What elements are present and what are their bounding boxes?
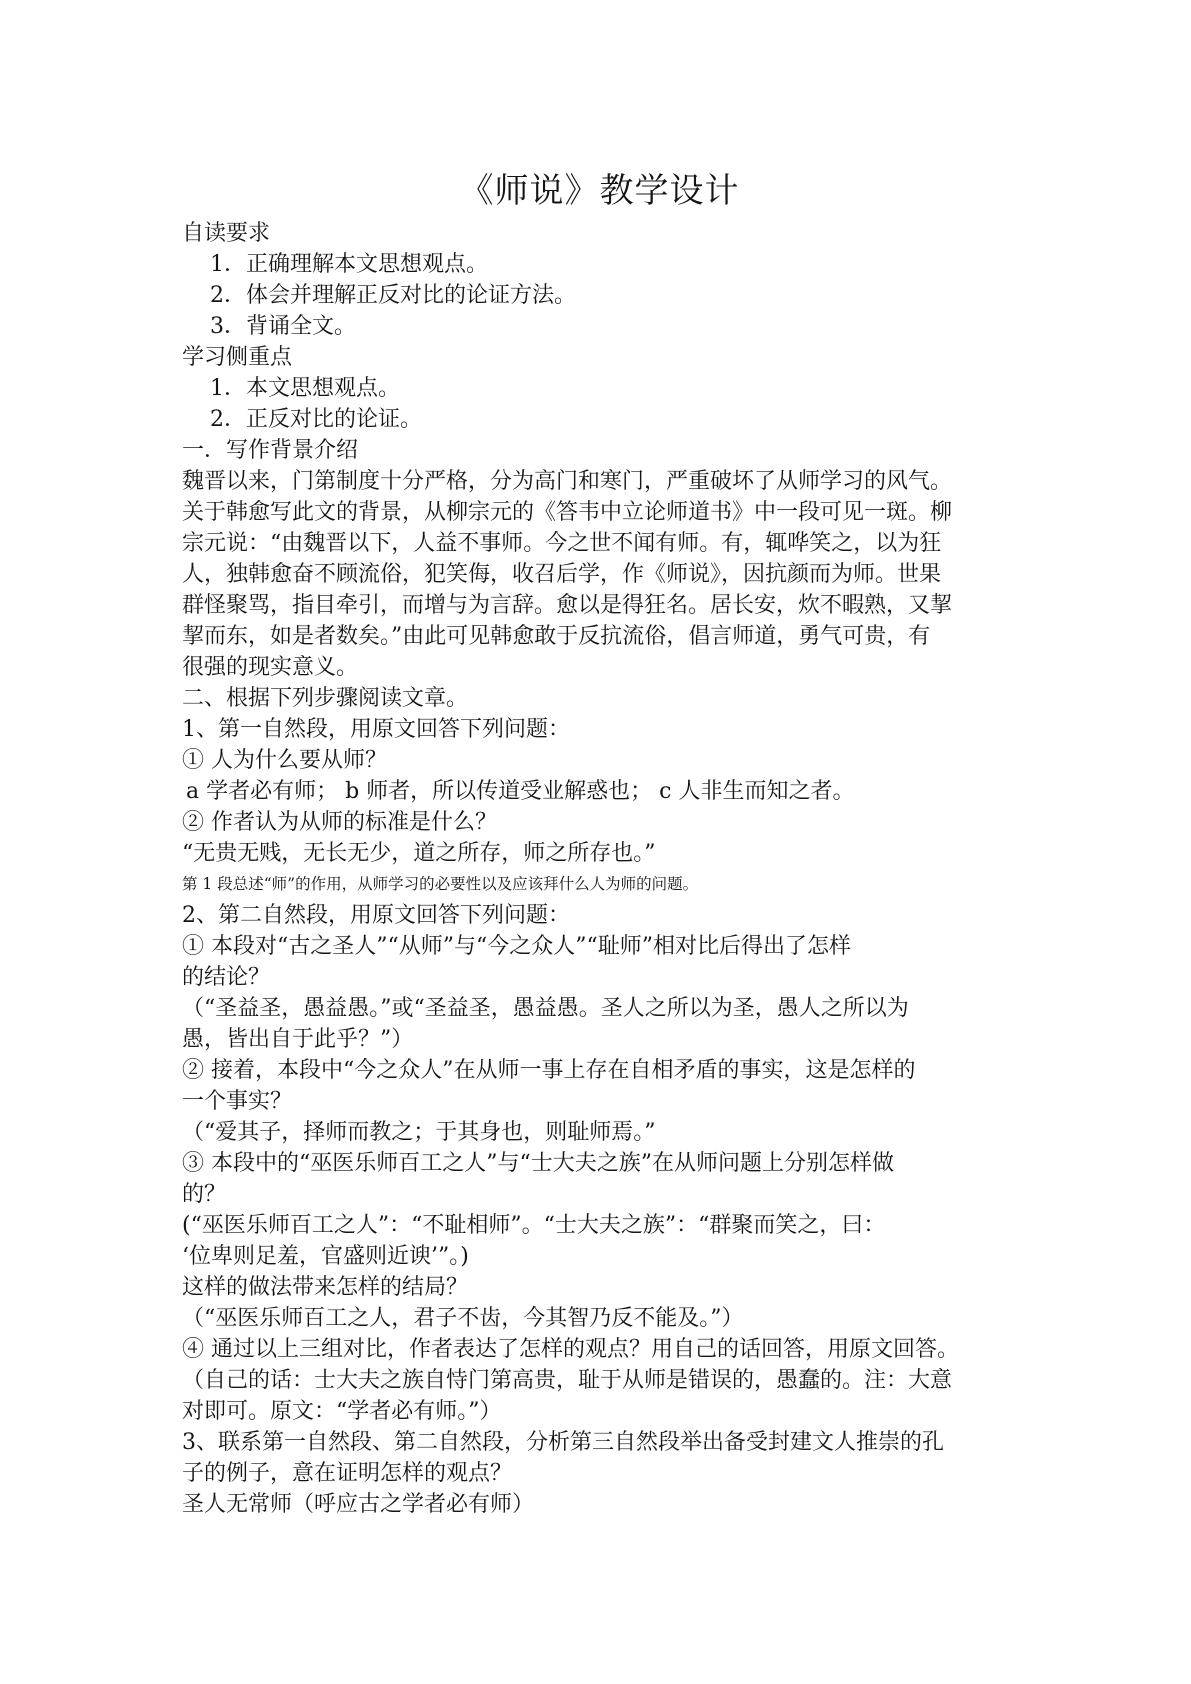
text-line: 第 1 段总述“师”的作用，从师学习的必要性以及应该拜什么人为师的问题。 — [182, 875, 699, 893]
text-line: 子的例子，意在证明怎样的观点？ — [182, 1461, 513, 1486]
text-line: ② 作者认为从师的标准是什么？ — [182, 810, 497, 835]
text-line: 关于韩愈写此文的背景，从柳宗元的《答韦中立论师道书》中一段可见一斑。柳 — [182, 500, 953, 525]
text-line: 学习侧重点 — [182, 345, 293, 370]
text-line: 圣人无常师（呼应古之学者必有师） — [182, 1492, 535, 1517]
text-line: (“巫医乐师百工之人”：“不耻相师”。“士大夫之族”：“群聚而笑之，曰： — [182, 1213, 886, 1238]
text-line: 2．正反对比的论证。 — [210, 407, 422, 432]
text-line: 1．本文思想观点。 — [210, 376, 400, 401]
text-line: 挈而东，如是者数矣。”由此可见韩愈敢于反抗流俗，倡言师道，勇气可贵，有 — [182, 624, 931, 649]
text-line: 魏晋以来，门第制度十分严格，分为高门和寒门，严重破坏了从师学习的风气。 — [182, 469, 953, 494]
text-line: （“爱其子，择师而教之；于其身也，则耻师焉。” — [182, 1120, 656, 1145]
document-page — [182, 168, 1017, 1520]
text-line: 这样的做法带来怎样的结局？ — [182, 1275, 469, 1300]
text-line: （自己的话：士大夫之族自恃门第高贵，耻于从师是错误的，愚蠢的。注：大意 — [182, 1368, 953, 1393]
text-line: 人，独韩愈奋不顾流俗，犯笑侮，收召后学，作《师说》，因抗颜而为师。世果 — [182, 562, 942, 587]
text-line: 对即可。原文：“学者必有师。”） — [182, 1399, 502, 1424]
text-line: 群怪聚骂，指目牵引，而增与为言辞。愈以是得狂名。居长安，炊不暇熟，又挈 — [182, 593, 953, 618]
text-line: ③ 本段中的“巫医乐师百工之人”与“士大夫之族”在从师问题上分别怎样做 — [182, 1151, 894, 1176]
text-line: 3、联系第一自然段、第二自然段，分析第三自然段举出备受封建文人推崇的孔 — [182, 1430, 944, 1455]
text-line: 很强的现实意义。 — [182, 655, 359, 680]
text-line: “无贵无贱，无长无少，道之所存，师之所存也。” — [182, 841, 656, 866]
text-line: 一．写作背景介绍 — [182, 438, 359, 463]
text-line: （“巫医乐师百工之人，君子不齿，今其智乃反不能及。”） — [182, 1306, 744, 1331]
text-line: ④ 通过以上三组对比，作者表达了怎样的观点？用自己的话回答，用原文回答。 — [182, 1337, 959, 1362]
page-title: 《师说》教学设计 — [459, 171, 740, 211]
text-line: 二、根据下列步骤阅读文章。 — [182, 686, 469, 711]
text-line: ① 人为什么要从师？ — [182, 748, 387, 773]
text-line: （“圣益圣，愚益愚。”或“圣益圣，愚益愚。圣人之所以为圣，愚人之所以为 — [182, 996, 909, 1021]
text-line: ② 接着，本段中“今之众人”在从师一事上存在自相矛盾的事实，这是怎样的 — [182, 1058, 916, 1083]
text-line: 2．体会并理解正反对比的论证方法。 — [210, 283, 576, 308]
text-line: 1、第一自然段，用原文回答下列问题： — [182, 717, 570, 742]
text-line: 2、第二自然段，用原文回答下列问题： — [182, 903, 570, 928]
text-line: 自读要求 — [182, 221, 271, 246]
text-line: 的结论？ — [182, 965, 271, 990]
text-line: 一个事实？ — [182, 1089, 293, 1114]
text-line: 的？ — [182, 1182, 227, 1207]
text-line: 愚，皆出自于此乎？”） — [182, 1027, 414, 1052]
document-body — [182, 218, 1017, 1520]
text-line: ① 本段对“古之圣人”“从师”与“今之众人”“耻师”相对比后得出了怎样 — [182, 934, 851, 959]
text-line: 1．正确理解本文思想观点。 — [210, 252, 488, 277]
text-line: 宗元说：“由魏晋以下，人益不事师。今之世不闻有师。有，辄哗笑之，以为狂 — [182, 531, 942, 556]
text-line: a 学者必有师； b 师者，所以传道受业解惑也； c 人非生而知之者。 — [186, 779, 855, 804]
text-line: ‘位卑则足羞，官盛则近谀’”。) — [182, 1244, 469, 1269]
text-line: 3．背诵全文。 — [210, 314, 356, 339]
